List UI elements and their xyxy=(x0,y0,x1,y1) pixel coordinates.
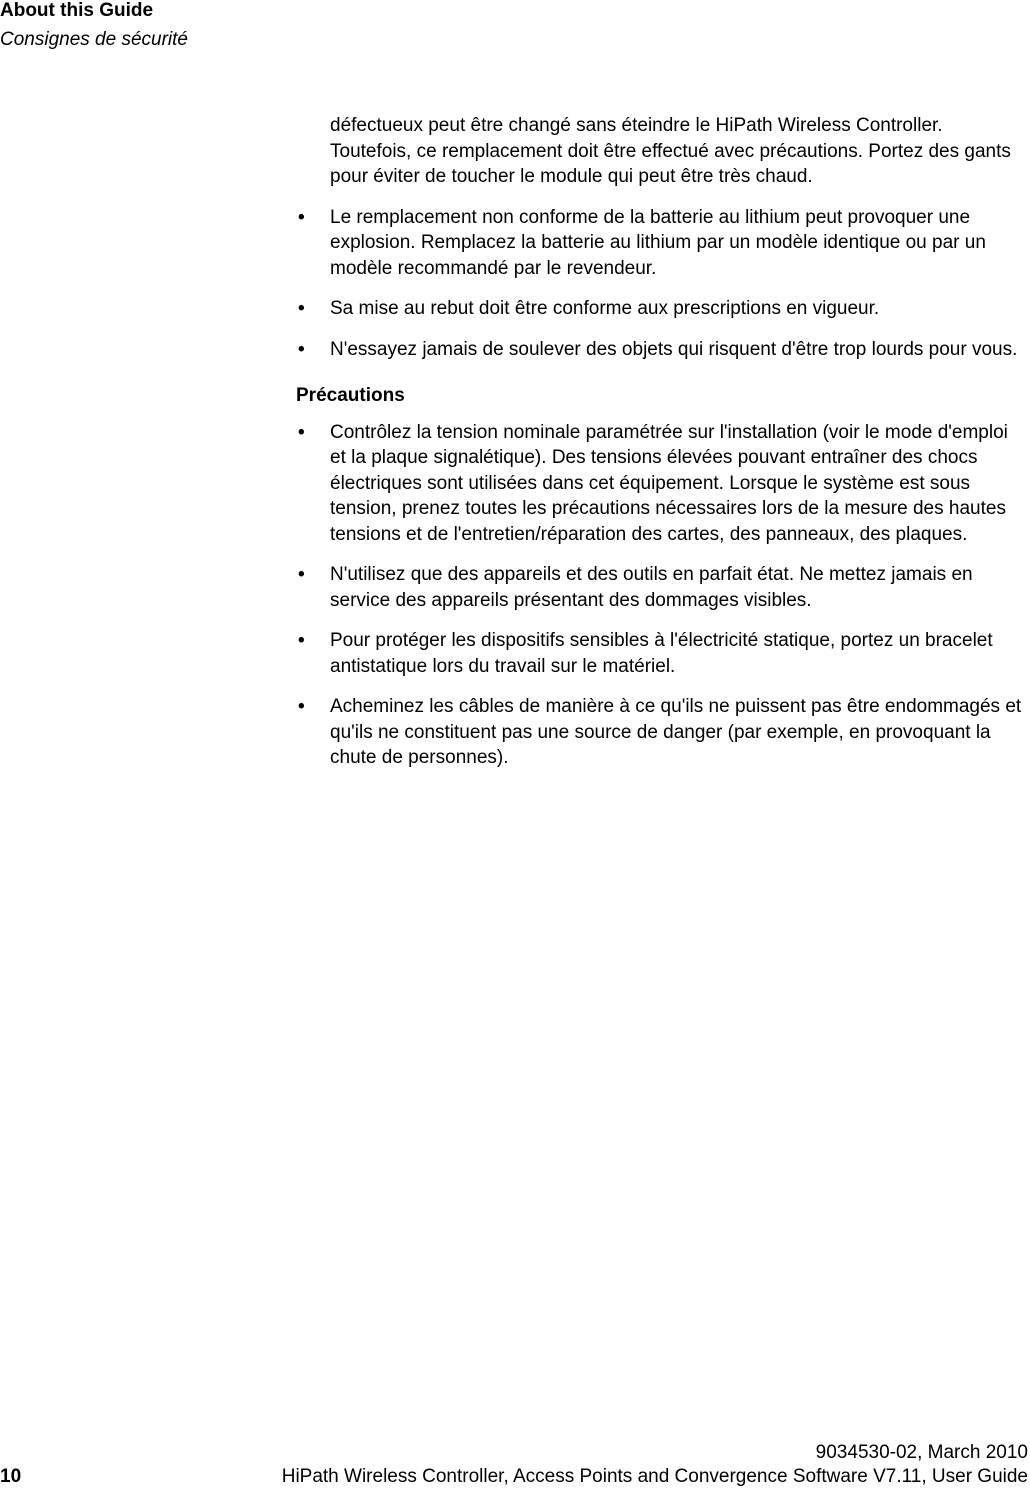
list-item xyxy=(296,420,1026,548)
bullet-icon: • xyxy=(298,696,305,717)
footer-guide-title: HiPath Wireless Controller, Access Points and Convergence Software V7.11, User Guide xyxy=(281,1466,1028,1487)
footer-doc-number: 9034530-02, March 2010 xyxy=(815,1442,1028,1463)
list-item xyxy=(296,694,1026,771)
bullet-icon: • xyxy=(298,564,305,585)
body-content xyxy=(296,113,1026,771)
footer-page-number: 10 xyxy=(0,1466,22,1487)
list-item xyxy=(296,562,1026,613)
continuation-paragraph: défectueux peut être changé sans éteindre le HiPath Wireless Controller. Toutefois, ce remplacement doit être effectué avec précautions. Portez des gants pour éviter de toucher le module qui peut être très chaud. xyxy=(330,115,1011,187)
bullet-icon: • xyxy=(298,630,305,651)
bullet-icon: • xyxy=(298,338,305,360)
running-header-title: About this Guide xyxy=(0,0,154,21)
running-header-subtitle: Consignes de sécurité xyxy=(0,29,188,50)
list-item-text: N'essayez jamais de soulever des objets qui risquent d'être trop lourds pour vous. xyxy=(330,338,1018,360)
list-item-text: N'utilisez que des appareils et des outils en parfait état. Ne mettez jamais en service des appareils présentant des dommages visibles. xyxy=(330,564,973,611)
bullet-icon: • xyxy=(298,206,305,228)
list-item xyxy=(296,337,1026,363)
list-item-text: Acheminez les câbles de manière à ce qu'ils ne puissent pas être endommagés et qu'ils ne constituent pas une source de danger (par exemple, en provoquant la chute de personnes). xyxy=(330,696,1022,768)
list-item xyxy=(296,296,1026,322)
bullet-icon: • xyxy=(298,421,305,443)
list-item-text: Contrôlez la tension nominale paramétrée sur l'installation (voir le mode d'emploi et la plaque signalétique). Des tensions élevées pouvant entraîner des chocs électriques sont utilisées dans cet équipement. Lorsque le système est sous tension, prenez toutes les précautions nécessaires lors de la mesure des hautes tensions et de l'entretien/réparation des cartes, des panneaux, des plaques. xyxy=(330,421,1008,545)
bullet-icon: • xyxy=(298,298,305,319)
list-item-text: Pour protéger les dispositifs sensibles à l'électricité statique, portez un bracelet antistatique lors du travail sur le matériel. xyxy=(330,630,993,677)
list-item xyxy=(296,205,1026,282)
list-item-text: Le remplacement non conforme de la batterie au lithium peut provoquer une explosion. Remplacez la batterie au lithium par un modèle identique ou par un modèle recommandé par le revendeur. xyxy=(330,206,986,279)
list-item xyxy=(296,628,1026,679)
section-heading-precautions: Précautions xyxy=(296,385,405,406)
list-item-text: Sa mise au rebut doit être conforme aux prescriptions en vigueur. xyxy=(330,298,880,319)
